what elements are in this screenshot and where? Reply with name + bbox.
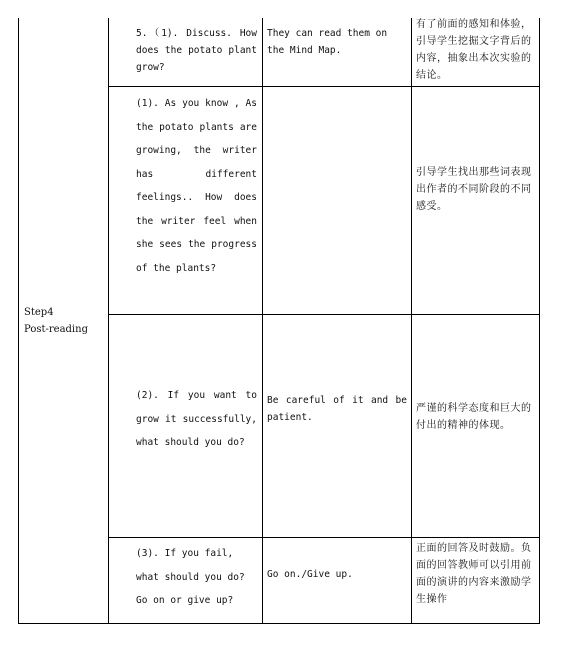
row-2-activity: (1). As you know , As the potato plants are growing, the writer has different feelings.. How does the writer feel when she sees the progress of the plants? bbox=[136, 98, 257, 274]
row-4-purpose: 正面的回答及时鼓励。负面的回答教师可以引用前面的演讲的内容来激励学生操作 bbox=[416, 543, 532, 605]
row-3-activity: (2). If you want to grow it successfully, what should you do? bbox=[136, 390, 257, 448]
row-4-activity: (3). If you fail, what should you do? Go on or give up? bbox=[136, 548, 245, 606]
row-divider-1 bbox=[108, 86, 540, 87]
table-border-left bbox=[18, 18, 19, 624]
row-1-activity: 5.（1). Discuss. How does the potato plant grow? bbox=[136, 28, 257, 73]
row-divider-3 bbox=[108, 537, 540, 538]
row-4-answer: Go on./Give up. bbox=[267, 569, 353, 580]
column-divider-2 bbox=[262, 18, 263, 624]
table-border-bottom bbox=[18, 623, 540, 624]
column-divider-1 bbox=[108, 18, 109, 624]
stage-cell bbox=[24, 304, 104, 338]
row-1-purpose: 有了前面的感知和体验，引导学生挖掘文字背后的内容，抽象出本次实验的结论。 bbox=[416, 19, 532, 81]
stage-phase-label: Post-reading bbox=[24, 324, 88, 335]
row-2-purpose: 引导学生找出那些词表现出作者的不同阶段的不同感受。 bbox=[416, 167, 532, 212]
row-divider-2 bbox=[108, 314, 540, 315]
row-3-purpose: 严谨的科学态度和巨大的付出的精神的体现。 bbox=[416, 403, 532, 431]
stage-step-label: Step4 bbox=[24, 307, 54, 318]
table-border-right bbox=[539, 18, 540, 624]
column-divider-3 bbox=[411, 18, 412, 624]
row-1-answer: They can read them on the Mind Map. bbox=[267, 28, 388, 56]
row-3-answer: Be careful of it and be patient. bbox=[267, 395, 407, 423]
